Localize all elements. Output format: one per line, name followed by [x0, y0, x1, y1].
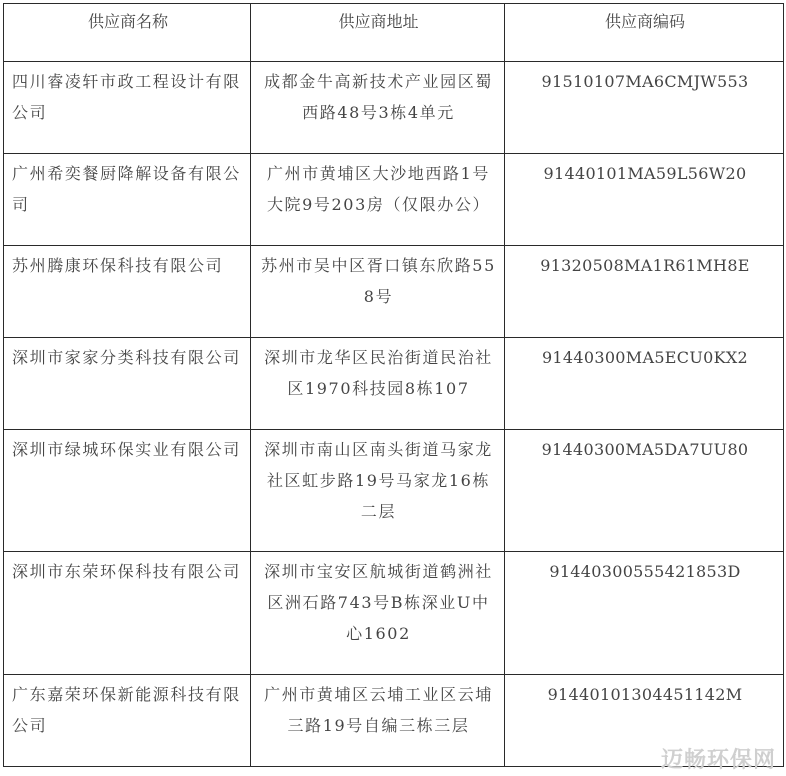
table-row [4, 62, 784, 154]
table-row [4, 246, 784, 338]
supplier-table [3, 3, 784, 767]
header-supplier-address: 供应商地址 [251, 4, 505, 62]
supplier-code-cell: 91320508MA1R61MH8E [505, 246, 784, 338]
supplier-code-cell: 91440300MA5ECU0KX2 [505, 338, 784, 430]
supplier-address-cell: 深圳市南山区南头街道马家龙社区虹步路19号马家龙16栋二层 [251, 430, 505, 552]
supplier-code-cell: 91510107MA6CMJW553 [505, 62, 784, 154]
supplier-code-cell: 91440300555421853D [505, 552, 784, 675]
header-supplier-name: 供应商名称 [4, 4, 251, 62]
supplier-address-cell: 深圳市龙华区民治街道民治社区1970科技园8栋107 [251, 338, 505, 430]
supplier-address-cell: 广州市黄埔区云埔工业区云埔三路19号自编三栋三层 [251, 675, 505, 767]
supplier-name-cell: 广东嘉荣环保新能源科技有限公司 [4, 675, 251, 767]
table-row [4, 430, 784, 552]
supplier-name-cell: 深圳市东荣环保科技有限公司 [4, 552, 251, 675]
table-row [4, 154, 784, 246]
header-supplier-code: 供应商编码 [505, 4, 784, 62]
table-row [4, 338, 784, 430]
supplier-address-cell: 成都金牛高新技术产业园区蜀西路48号3栋4单元 [251, 62, 505, 154]
supplier-address-cell: 苏州市吴中区胥口镇东欣路558号 [251, 246, 505, 338]
supplier-name-cell: 苏州腾康环保科技有限公司 [4, 246, 251, 338]
supplier-address-cell: 广州市黄埔区大沙地西路1号大院9号203房（仅限办公） [251, 154, 505, 246]
supplier-code-cell: 91440101MA59L56W20 [505, 154, 784, 246]
supplier-address-cell: 深圳市宝安区航城街道鹤洲社区洲石路743号B栋深业U中心1602 [251, 552, 505, 675]
supplier-name-cell: 广州希奕餐厨降解设备有限公司 [4, 154, 251, 246]
table-row [4, 552, 784, 675]
supplier-name-cell: 深圳市家家分类科技有限公司 [4, 338, 251, 430]
supplier-code-cell: 91440300MA5DA7UU80 [505, 430, 784, 552]
supplier-name-cell: 深圳市绿城环保实业有限公司 [4, 430, 251, 552]
header-row [4, 4, 784, 62]
site-watermark: 迈畅环保网 [660, 748, 776, 773]
supplier-code-cell: 91440101304451142M [505, 675, 784, 767]
supplier-name-cell: 四川睿凌轩市政工程设计有限公司 [4, 62, 251, 154]
